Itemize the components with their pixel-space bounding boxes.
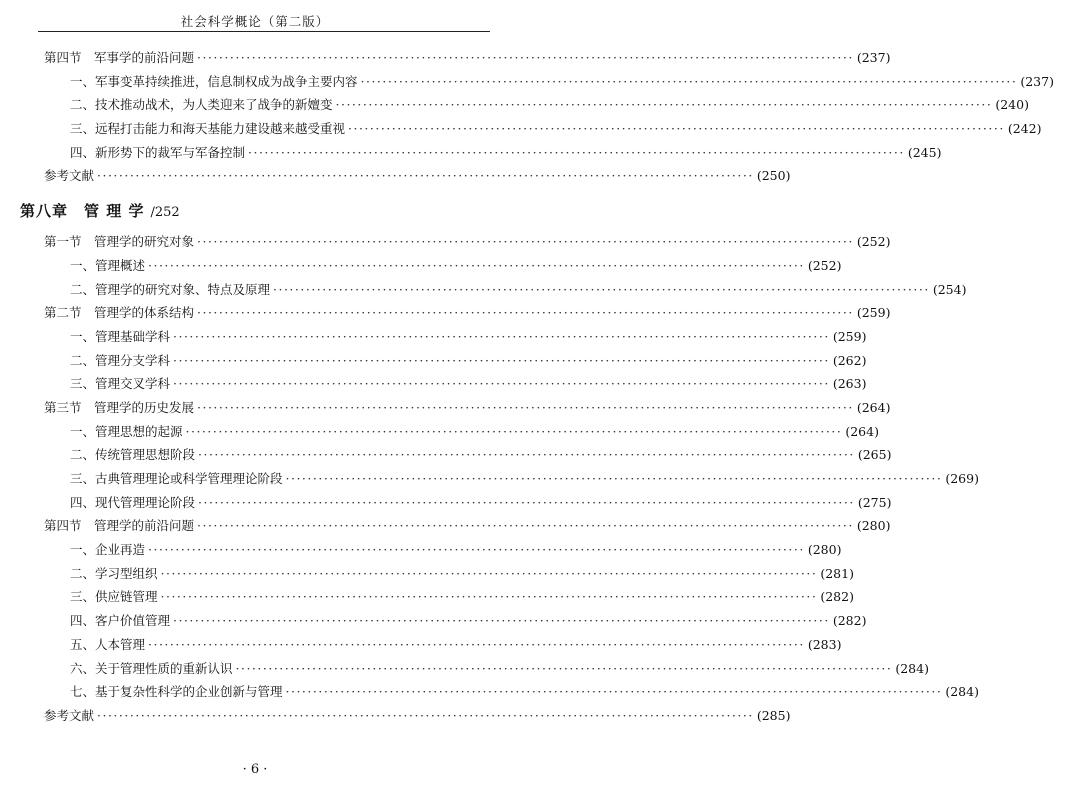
toc-entry-page: (269): [945, 471, 979, 486]
toc-entry-page: (282): [832, 613, 867, 629]
toc-section-entry: [0, 46, 891, 70]
leader-dots: ························································································································: [160, 565, 818, 581]
table-of-contents: [0, 46, 1054, 728]
leader-dots: ························································································································: [235, 660, 893, 676]
chapter-page-separator: /: [150, 205, 155, 221]
leader-dots: ························································································································: [148, 257, 805, 273]
toc-entries-before: [0, 46, 1054, 188]
toc-subsection-entry: [0, 254, 842, 278]
toc-entry-page: (284): [945, 684, 979, 700]
toc-entry-label: 四、现代管理理论阶段: [70, 494, 196, 510]
toc-entry-label: 第一节 管理学的研究对象: [44, 234, 195, 250]
leader-dots: ························································································································: [148, 542, 805, 558]
leader-dots: ························································································································: [173, 352, 830, 368]
toc-subsection-entry: [0, 372, 867, 396]
toc-entry-page: (265): [857, 447, 892, 463]
toc-entry-label: 二、传统管理思想阶段: [70, 447, 196, 463]
toc-entry-page: (254): [932, 281, 967, 297]
toc-entry-label: 二、管理分支学科: [70, 352, 171, 368]
toc-entry-page: (242): [1007, 121, 1042, 137]
toc-entry-page: (245): [907, 144, 942, 160]
leader-dots: ························································································································: [285, 684, 943, 700]
toc-entry-page: (284): [895, 660, 929, 676]
toc-entry-label: 参考文献: [44, 168, 95, 184]
toc-entry-page: (264): [856, 399, 891, 415]
toc-entry-label: 六、关于管理性质的重新认识: [70, 660, 233, 676]
toc-entry-label: 第二节 管理学的体系结构: [44, 305, 195, 321]
toc-subsection-entry: [0, 491, 892, 515]
page-number: · 6 ·: [242, 762, 268, 777]
toc-references-entry: [0, 704, 791, 728]
toc-section-entry: [0, 301, 891, 325]
toc-entry-page: (285): [756, 707, 791, 723]
leader-dots: ························································································································: [148, 636, 805, 652]
leader-dots: ························································································································: [173, 613, 830, 629]
toc-subsection-entry: [0, 278, 967, 302]
toc-section-entry: [0, 396, 891, 420]
toc-entry-page: (252): [856, 234, 891, 250]
toc-subsection-entry: [0, 538, 842, 562]
leader-dots: ························································································································: [185, 423, 843, 439]
toc-subsection-entry: [0, 680, 979, 704]
toc-subsection-entry: [0, 93, 1029, 117]
toc-entry-label: 一、企业再造: [70, 542, 146, 558]
header-rule: [38, 31, 490, 32]
leader-dots: ························································································································: [173, 328, 830, 344]
leader-dots: ························································································································: [197, 518, 854, 534]
toc-entry-label: 四、新形势下的裁军与军备控制: [70, 144, 246, 160]
toc-subsection-entry: [0, 657, 929, 681]
toc-subsection-entry: [0, 467, 979, 491]
toc-entry-label: 第四节 管理学的前沿问题: [44, 518, 195, 534]
leader-dots: ························································································································: [285, 471, 943, 486]
chapter-title: 第八章 管 理 学: [20, 202, 145, 221]
toc-entry-page: (250): [756, 168, 791, 184]
toc-entry-page: (259): [832, 328, 867, 344]
toc-entry-page: (282): [820, 589, 854, 605]
toc-entry-page: (259): [856, 305, 891, 321]
toc-entry-page: (252): [807, 257, 842, 273]
leader-dots: ························································································································: [360, 73, 1018, 89]
leader-dots: ························································································································: [173, 376, 830, 392]
toc-entry-label: 三、供应链管理: [70, 589, 158, 605]
leader-dots: ························································································································: [197, 399, 854, 415]
toc-subsection-entry: [0, 141, 942, 165]
toc-entry-label: 一、管理概述: [70, 257, 146, 273]
toc-entry-label: 一、管理思想的起源: [70, 423, 183, 439]
toc-entry-label: 四、客户价值管理: [70, 613, 171, 629]
toc-entry-label: 二、管理学的研究对象、特点及原理: [70, 281, 271, 297]
toc-subsection-entry: [0, 585, 854, 609]
toc-entry-label: 三、远程打击能力和海天基能力建设越来越受重视: [70, 121, 346, 137]
toc-subsection-entry: [0, 562, 854, 586]
toc-entry-label: 一、军事变革持续推进，信息制权成为战争主要内容: [70, 73, 358, 89]
toc-entry-page: (262): [832, 352, 867, 368]
toc-subsection-entry: [0, 349, 867, 373]
toc-subsection-entry: [0, 443, 892, 467]
toc-section-entry: [0, 230, 891, 254]
leader-dots: ························································································································: [197, 50, 854, 65]
toc-entries-after: [0, 230, 979, 727]
toc-entry-page: (237): [1020, 73, 1054, 89]
toc-entry-label: 二、学习型组织: [70, 565, 158, 581]
toc-entry-page: (281): [820, 565, 854, 581]
toc-subsection-entry: [0, 117, 1042, 141]
toc-subsection-entry: [0, 633, 842, 657]
leader-dots: ························································································································: [97, 707, 754, 723]
running-header: 社会科学概论（第二版）: [180, 14, 330, 29]
toc-entry-page: (240): [995, 97, 1029, 113]
toc-entry-page: (275): [857, 494, 892, 510]
toc-entry-page: (280): [807, 542, 842, 558]
leader-dots: ························································································································: [197, 305, 854, 321]
toc-entry-page: (264): [845, 423, 879, 439]
leader-dots: ························································································································: [273, 281, 930, 297]
toc-entry-page: (237): [856, 50, 891, 65]
toc-entry-label: 第三节 管理学的历史发展: [44, 399, 195, 415]
leader-dots: ························································································································: [198, 494, 855, 510]
toc-entry-page: (280): [856, 518, 891, 534]
toc-entry-label: 第四节 军事学的前沿问题: [44, 50, 195, 65]
toc-subsection-entry: [0, 609, 867, 633]
toc-subsection-entry: [0, 70, 1054, 94]
toc-entry-label: 二、技术推动战术，为人类迎来了战争的新嬗变: [70, 97, 333, 113]
toc-entry-label: 一、管理基础学科: [70, 328, 171, 344]
leader-dots: ························································································································: [160, 589, 818, 605]
toc-entry-label: 三、古典管理理论或科学管理理论阶段: [70, 471, 283, 486]
toc-entry-label: 参考文献: [44, 707, 95, 723]
leader-dots: ························································································································: [198, 447, 855, 463]
toc-references-entry: [0, 164, 791, 188]
chapter-page: 252: [154, 205, 180, 221]
leader-dots: ························································································································: [335, 97, 993, 113]
toc-entry-label: 三、管理交叉学科: [70, 376, 171, 392]
toc-subsection-entry: [0, 420, 879, 444]
leader-dots: ························································································································: [97, 168, 754, 184]
leader-dots: ························································································································: [197, 234, 854, 250]
toc-entry-page: (283): [807, 636, 842, 652]
leader-dots: ························································································································: [348, 121, 1005, 137]
toc-entry-label: 七、基于复杂性科学的企业创新与管理: [70, 684, 283, 700]
toc-section-entry: [0, 514, 891, 538]
toc-subsection-entry: [0, 325, 867, 349]
toc-entry-page: (263): [832, 376, 867, 392]
chapter-heading: [0, 192, 510, 230]
leader-dots: ························································································································: [248, 144, 905, 160]
toc-entry-label: 五、人本管理: [70, 636, 146, 652]
